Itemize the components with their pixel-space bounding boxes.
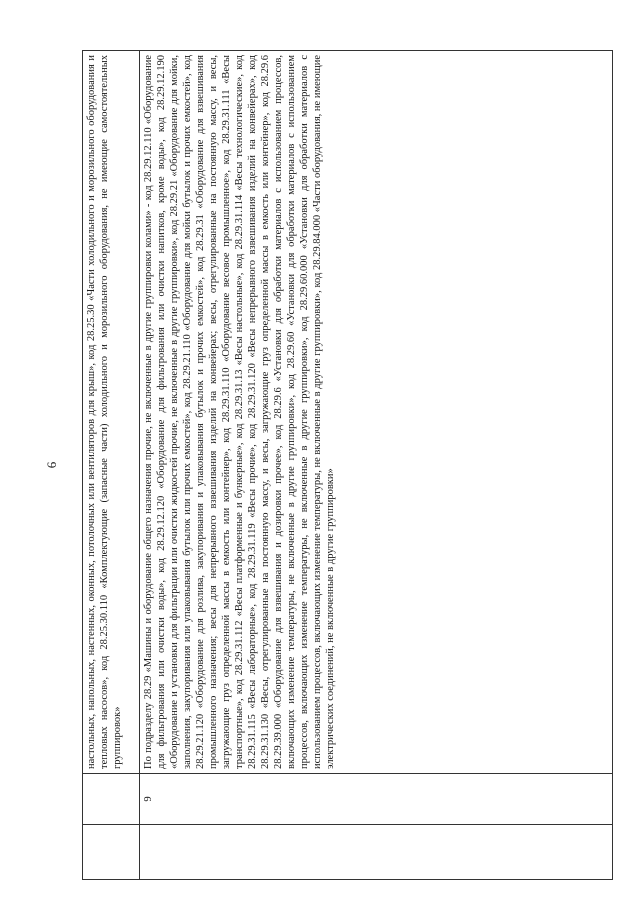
row-number (83, 774, 140, 825)
rotated-page (36, 50, 616, 880)
document-table (82, 50, 613, 880)
table-row (140, 51, 613, 880)
row-text: По подразделу 28.29 «Машины и оборудование общего назначения прочие, не включенные в другие группировки колами» - код 28.29.12.110 «Оборудование для фильтрования или очистки воды», код 28.29.12.120 «Оборудование для фильтрования или очистки напитков, кроме воды», код 28.29.12.190 «Оборудование и установки для фильтрации или очистки жидкостей прочие, не включенные в другие группировки», код 28.29.21 «Оборудование для мойки, заполнения, закупоривания или упаковывания бутылок или прочих емкостей», код 28.29.21.110 «Оборудование для мойки бутылок и прочих емкостей», код 28.29.21.120 «Оборудование для розлива, закупоривания и упаковывания бутылок и прочих емкостей», код 28.29.31 «Оборудование для взвешивания промышленного назначения; весы для непрерывного взвешивания изделий на конвейерах; весы, отрегулированные на постоянную массу, и весы, загружающие груз определенной массы в емкость или контейнер», код 28.29.31.110 «Оборудование весовое промышленное», код 28.29.31.111 «Весы транспортные», код 28.29.31.112 «Весы платформенные и бункерные», код 28.29.31.13 «Весы настольные», код 28.29.31.114 «Весы технологические», код 28.29.31.115 «Весы лабораторные», код 28.29.31.119 «Весы прочие», код 28.29.31.120 «Весы непрерывного взвешивания изделий на конвейерах», код 28.29.31.130 «Весы, отрегулированные на постоянную массу, и весы, загружающие груз определенной массы в емкость или контейнер», код 28.29.6 28.29.39.000 «Оборудование для взвешивания и дозировки прочее», код 28.29.6 «Установки для обработки материалов с использованием процессов, включающих изменение температуры, не включенные в другие группировки», код 28.29.60 «Установки для обработки материалов с использованием процессов, включающих изменение температуры, не включенные в другие группировки», код 28.29.60.000 «Установки для обработки материалов с использованием процессов, включающих изменение температуры, не включенные в другие группировки», код 28.29.84.000 «Части оборудования, не имеющие электрических соединений, не включенные в другие группировки» (140, 51, 613, 774)
table-row (83, 51, 140, 880)
page-number: 6 (44, 461, 59, 469)
empty-cell (83, 825, 140, 880)
row-text: настольных, напольных, настенных, оконных, потолочных или вентиляторов для крыш», код 28.25.30 «Части холодильного и морозильного оборудования и тепловых насосов», код 28.25.30.110 «Комплектующие (запасные части) холодильного и морозильного оборудования, не имеющие самостоятельных группировок» (83, 51, 140, 774)
row-number: 9 (140, 774, 613, 825)
empty-cell (140, 825, 613, 880)
